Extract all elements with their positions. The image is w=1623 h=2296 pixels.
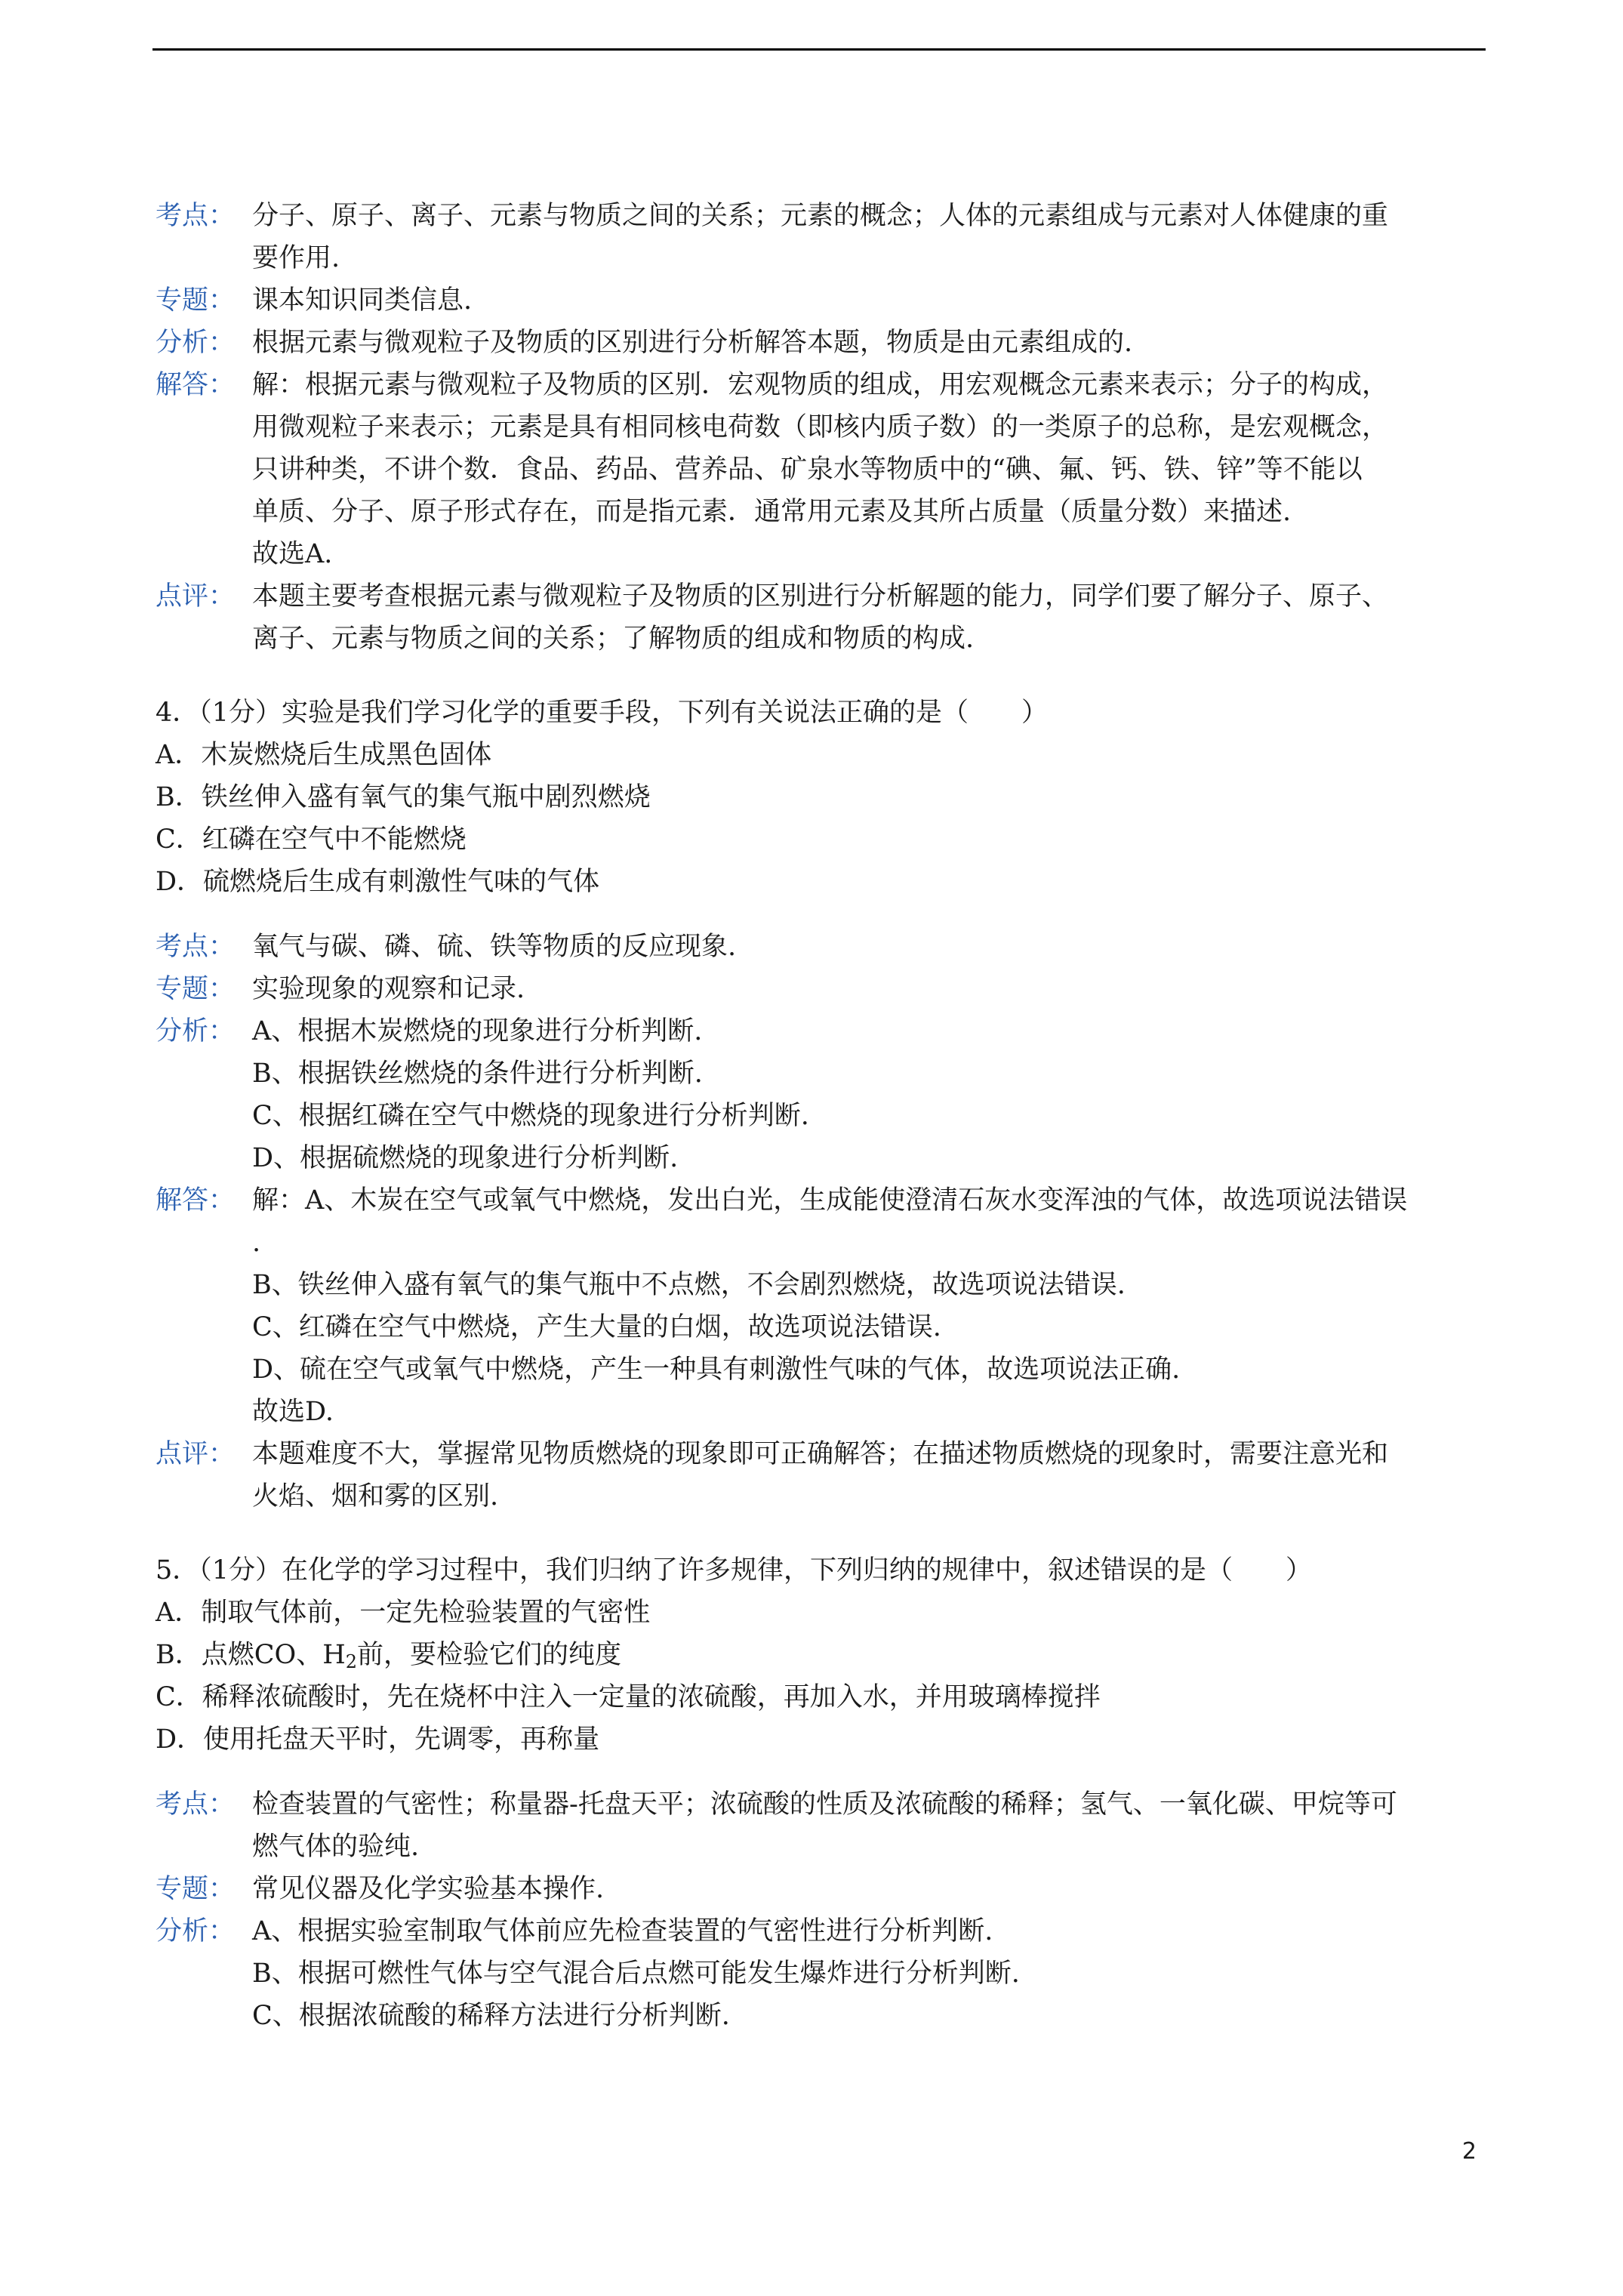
answer-option: B．点燃CO、$H_2$前，要检验它们的纯度 [156, 1640, 622, 1672]
analysis-text [252, 1868, 1486, 1910]
answer-option: D．使用托盘天平时，先调零，再称量 [156, 1724, 600, 1755]
spacer [156, 660, 1486, 692]
text-line: 常见仪器及化学实验基本操作. [252, 1874, 605, 1904]
question-stem: 5．（1分）在化学的学习过程中，我们归纳了许多规律，下列归纳的规律中，叙述错误的是（ ） [156, 1555, 1313, 1586]
text-line: 故选D. [252, 1397, 334, 1427]
text-line: A、根据木炭燃烧的现象进行分析判断. [252, 1016, 703, 1046]
analysis-row [156, 322, 1486, 364]
text-line: 故选A. [252, 539, 333, 569]
analysis-text [252, 968, 1486, 1010]
text-line: A、根据实验室制取气体前应先检查装置的气密性进行分析判断. [252, 1916, 993, 1946]
text-line: 用微观粒子来表示；元素是具有相同核电荷数（即核内质子数）的一类原子的总称，是宏观概念， [252, 412, 1389, 442]
analysis-text [252, 279, 1486, 322]
analysis-text [252, 322, 1486, 364]
analysis-text [252, 364, 1486, 575]
question-section [156, 692, 1486, 903]
answer-option: C．稀释浓硫酸时，先在烧杯中注入一定量的浓硫酸，再加入水，并用玻璃棒搅拌 [156, 1682, 1101, 1712]
text-line: B、铁丝伸入盛有氧气的集气瓶中不点燃，不会剧烈燃烧，故选项说法错误. [252, 1270, 1126, 1300]
spacer [156, 1518, 1486, 1549]
analysis-section [156, 1783, 1486, 2037]
question-section [156, 1549, 1486, 1761]
analysis-row [156, 968, 1486, 1010]
analysis-label: 分析： [156, 1016, 236, 1046]
text-line: . [252, 1228, 261, 1258]
answer-option: B．铁丝伸入盛有氧气的集气瓶中剧烈燃烧 [156, 782, 651, 812]
analysis-label: 考点： [156, 932, 236, 962]
answer-option: D．硫燃烧后生成有刺激性气味的气体 [156, 867, 600, 897]
text-line: C、根据红磷在空气中燃烧的现象进行分析判断. [252, 1101, 809, 1131]
analysis-row [156, 575, 1486, 660]
analysis-text [252, 1433, 1486, 1518]
analysis-text [252, 1910, 1486, 2037]
text-line: 课本知识同类信息. [252, 285, 473, 316]
text-line: 火焰、烟和雾的区别. [252, 1481, 499, 1512]
analysis-row [156, 1179, 1486, 1433]
analysis-row [156, 1868, 1486, 1910]
answer-option: A．制取气体前，一定先检验装置的气密性 [156, 1598, 651, 1628]
subscript: 2 [345, 1651, 358, 1672]
analysis-label: 专题： [156, 285, 236, 316]
text-line: 氧气与碳、磷、硫、铁等物质的反应现象. [252, 932, 737, 962]
text-line: 离子、元素与物质之间的关系；了解物质的组成和物质的构成. [252, 624, 975, 654]
analysis-label: 专题： [156, 974, 236, 1004]
analysis-label: 点评： [156, 581, 236, 612]
text-line: 解：A、木炭在空气或氧气中燃烧，发出白光，生成能使澄清石灰水变浑浊的气体，故选项说法错误 [252, 1185, 1408, 1216]
analysis-label: 考点： [156, 1789, 236, 1820]
analysis-row [156, 926, 1486, 968]
analysis-label: 专题： [156, 1874, 236, 1904]
answer-option: C．红磷在空气中不能燃烧 [156, 824, 467, 855]
text-line: 分子、原子、离子、元素与物质之间的关系；元素的概念；人体的元素组成与元素对人体健康的重 [252, 201, 1389, 231]
analysis-label: 点评： [156, 1439, 236, 1469]
text-line: C、根据浓硫酸的稀释方法进行分析判断. [252, 2001, 730, 2031]
analysis-row [156, 364, 1486, 575]
text-line: 燃气体的验纯. [252, 1832, 420, 1862]
analysis-row [156, 1010, 1486, 1179]
text-line: 只讲种类，不讲个数．食品、药品、营养品、矿泉水等物质中的“碘、氟、钙、铁、锌”等不能以 [252, 455, 1363, 485]
text-line: 本题难度不大，掌握常见物质燃烧的现象即可正确解答；在描述物质燃烧的现象时，需要注意光和 [252, 1439, 1389, 1469]
text-line: B、根据铁丝燃烧的条件进行分析判断. [252, 1059, 703, 1089]
page-number: 2 [1461, 2138, 1477, 2165]
text-line: D、硫在空气或氧气中燃烧，产生一种具有刺激性气味的气体，故选项说法正确. [252, 1354, 1181, 1385]
analysis-text [252, 1010, 1486, 1179]
analysis-text [252, 926, 1486, 968]
analysis-row [156, 279, 1486, 322]
analysis-text [252, 1179, 1486, 1433]
spacer [156, 903, 1486, 926]
spacer [156, 1761, 1486, 1783]
analysis-row [156, 1783, 1486, 1868]
analysis-text [252, 1783, 1486, 1868]
answer-option: A．木炭燃烧后生成黑色固体 [156, 740, 492, 770]
analysis-text [252, 575, 1486, 660]
analysis-label: 分析： [156, 1916, 236, 1946]
question-stem: 4．（1分）实验是我们学习化学的重要手段，下列有关说法正确的是（ ） [156, 698, 1049, 728]
header-rule [152, 48, 1486, 51]
text-line: 实验现象的观察和记录. [252, 974, 525, 1004]
text-line: 根据元素与微观粒子及物质的区别进行分析解答本题，物质是由元素组成的. [252, 328, 1133, 358]
text-line: B、根据可燃性气体与空气混合后点燃可能发生爆炸进行分析判断. [252, 1959, 1020, 1989]
analysis-label: 解答： [156, 1185, 236, 1216]
analysis-row [156, 1910, 1486, 2037]
text-line: 单质、分子、原子形式存在，而是指元素．通常用元素及其所占质量（质量分数）来描述. [252, 497, 1292, 527]
analysis-row [156, 195, 1486, 279]
text-line: 解：根据元素与微观粒子及物质的区别．宏观物质的组成，用宏观概念元素来表示；分子的构成， [252, 370, 1389, 400]
analysis-section [156, 195, 1486, 660]
analysis-section [156, 926, 1486, 1518]
analysis-row [156, 1433, 1486, 1518]
document-body [156, 195, 1486, 2037]
analysis-text [252, 195, 1486, 279]
analysis-label: 考点： [156, 201, 236, 231]
text-line: 检查装置的气密性；称量器-托盘天平；浓硫酸的性质及浓硫酸的稀释；氢气、一氧化碳、甲烷等可 [252, 1789, 1397, 1820]
text-line: C、红磷在空气中燃烧，产生大量的白烟，故选项说法错误. [252, 1312, 941, 1342]
analysis-label: 解答： [156, 370, 236, 400]
text-line: 本题主要考查根据元素与微观粒子及物质的区别进行分析解题的能力，同学们要了解分子、原子、 [252, 581, 1389, 612]
analysis-label: 分析： [156, 328, 236, 358]
text-line: 要作用. [252, 243, 340, 273]
text-line: D、根据硫燃烧的现象进行分析判断. [252, 1143, 679, 1173]
